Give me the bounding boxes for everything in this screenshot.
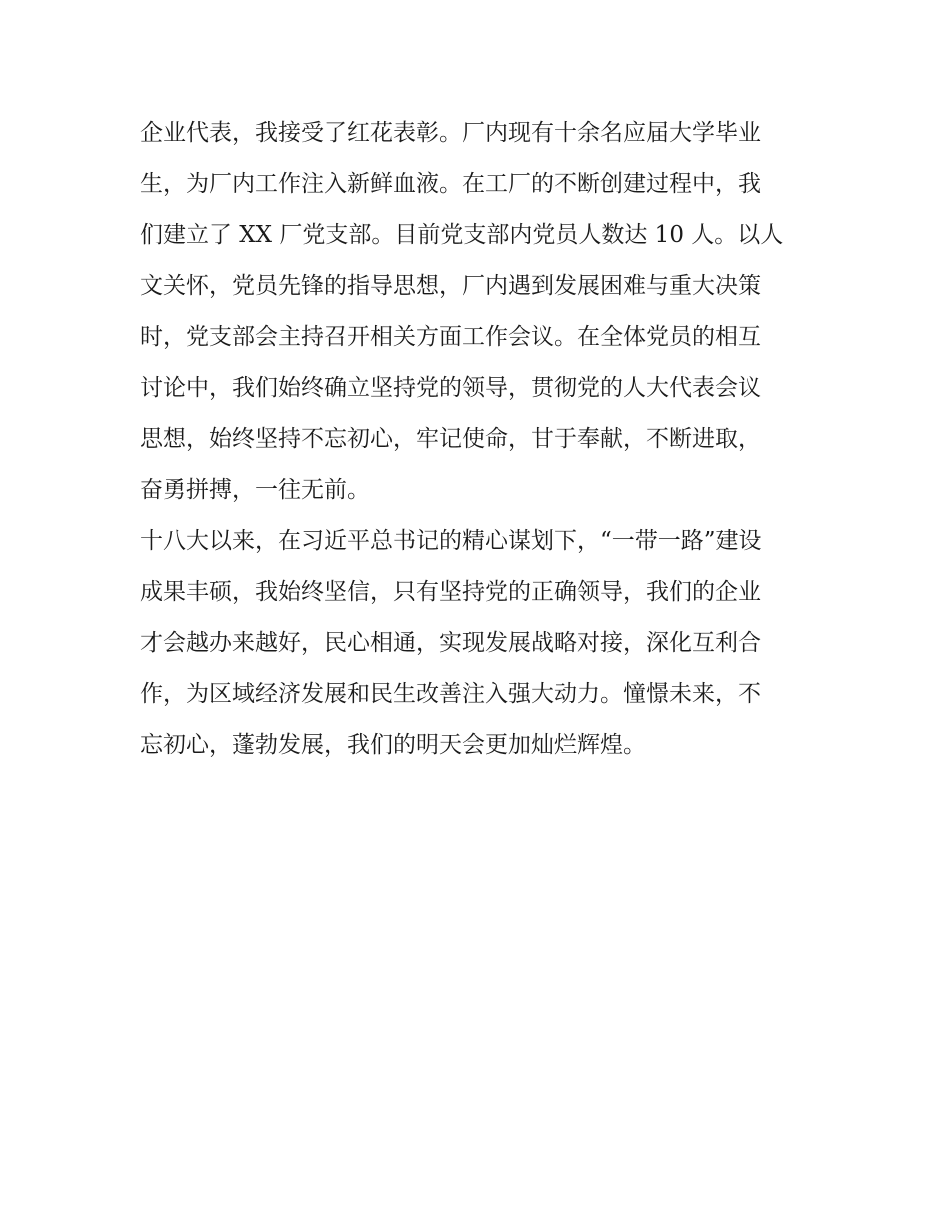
body-text — [140, 108, 820, 771]
text-line: 文关怀，党员先锋的指导思想，厂内遇到发展困难与重大决策 — [140, 273, 761, 299]
text-line: 们建立了 XX 厂党支部。目前党支部内党员人数达 10 人。以人 — [140, 222, 784, 248]
text-line: 生，为厂内工作注入新鲜血液。在工厂的不断创建过程中，我 — [140, 171, 761, 197]
text-line: 思想，始终坚持不忘初心，牢记使命，甘于奉献，不断进取， — [140, 426, 761, 452]
text-line: 讨论中，我们始终确立坚持党的领导，贯彻党的人大代表会议 — [140, 375, 761, 401]
text-line: 企业代表，我接受了红花表彰。厂内现有十余名应届大学毕业 — [140, 120, 761, 146]
text-line: 忘初心，蓬勃发展，我们的明天会更加灿烂辉煌。 — [140, 732, 646, 758]
text-line: 十八大以来，在习近平总书记的精心谋划下，“一带一路”建设 — [140, 528, 762, 554]
text-line: 时，党支部会主持召开相关方面工作会议。在全体党员的相互 — [140, 324, 761, 350]
text-line: 成果丰硕，我始终坚信，只有坚持党的正确领导，我们的企业 — [140, 579, 761, 605]
text-line: 奋勇拼搏，一往无前。 — [140, 477, 370, 503]
text-line: 才会越办来越好，民心相通，实现发展战略对接，深化互利合 — [140, 630, 761, 656]
text-line: 作，为区域经济发展和民生改善注入强大动力。憧憬未来，不 — [140, 681, 761, 707]
